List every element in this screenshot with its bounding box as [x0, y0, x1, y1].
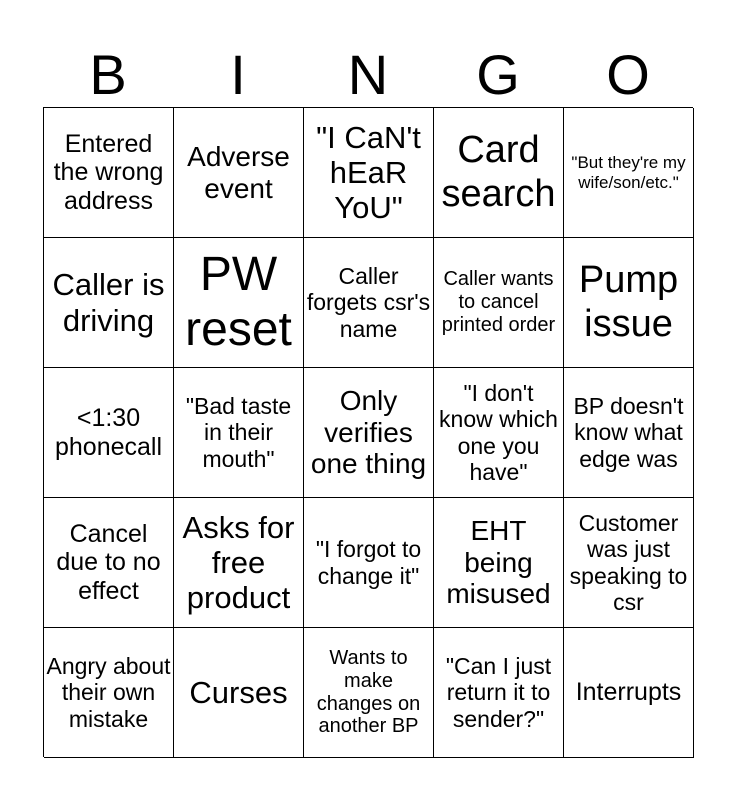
bingo-cell	[564, 498, 694, 628]
cell-text: "I don't know which one you have"	[439, 380, 558, 485]
bingo-cell	[434, 238, 564, 368]
cell-text: "I forgot to change it"	[315, 536, 422, 589]
bingo-cell	[304, 498, 434, 628]
bingo-cell	[304, 628, 434, 758]
bingo-cell	[564, 238, 694, 368]
bingo-cell	[434, 628, 564, 758]
cell-text: Curses	[189, 674, 288, 710]
cell-text: BP doesn't know what edge was	[573, 393, 684, 472]
cell-text: EHT being misused	[446, 514, 551, 610]
bingo-cell	[564, 108, 694, 238]
cell-text: Interrupts	[575, 678, 682, 707]
cell-text: Pump issue	[578, 259, 679, 345]
cell-text: Angry about their own mistake	[46, 653, 171, 732]
header-letter-b: B	[89, 43, 127, 106]
cell-text: Wants to make changes on another BP	[316, 646, 421, 738]
header-letter-o: O	[606, 43, 650, 106]
bingo-cell	[564, 368, 694, 498]
header-letter-g: G	[476, 43, 520, 106]
bingo-cell	[44, 368, 174, 498]
bingo-cell	[304, 238, 434, 368]
bingo-cell	[174, 498, 304, 628]
cell-text: Caller wants to cancel printed order	[441, 268, 556, 336]
cell-text: "But they're my wife/son/etc."	[571, 153, 686, 192]
cell-text: Cancel due to no effect	[56, 519, 161, 605]
bingo-cell	[434, 498, 564, 628]
bingo-cell	[434, 368, 564, 498]
cell-text: Adverse event	[187, 140, 290, 204]
bingo-cell	[564, 628, 694, 758]
cell-text: "Can I just return it to sender?"	[445, 653, 552, 732]
bingo-cell	[44, 498, 174, 628]
bingo-board	[43, 107, 693, 757]
bingo-cell	[304, 368, 434, 498]
header-letter-i: I	[230, 43, 246, 106]
cell-text: Caller forgets csr's name	[306, 263, 431, 342]
header-letter-n: N	[347, 43, 389, 106]
bingo-cell	[174, 238, 304, 368]
bingo-cell	[434, 108, 564, 238]
cell-text: Card search	[441, 129, 556, 215]
bingo-cell	[174, 108, 304, 238]
cell-text: Entered the wrong address	[53, 129, 164, 215]
bingo-cell	[44, 628, 174, 758]
bingo-cell	[174, 368, 304, 498]
bingo-cell	[44, 108, 174, 238]
cell-text: Customer was just speaking to csr	[569, 510, 688, 615]
bingo-cell	[304, 108, 434, 238]
bingo-header	[43, 44, 693, 106]
cell-text: PW reset	[185, 247, 292, 356]
cell-text: Only verifies one thing	[310, 384, 427, 480]
bingo-cell	[174, 628, 304, 758]
cell-text: Caller is driving	[52, 267, 165, 338]
bingo-cell	[44, 238, 174, 368]
cell-text: Asks for free product	[182, 509, 295, 616]
cell-text: "Bad taste in their mouth"	[185, 393, 292, 472]
cell-text: "I CaN't hEaR YoU"	[316, 119, 421, 226]
cell-text: <1:30 phonecall	[54, 404, 163, 461]
